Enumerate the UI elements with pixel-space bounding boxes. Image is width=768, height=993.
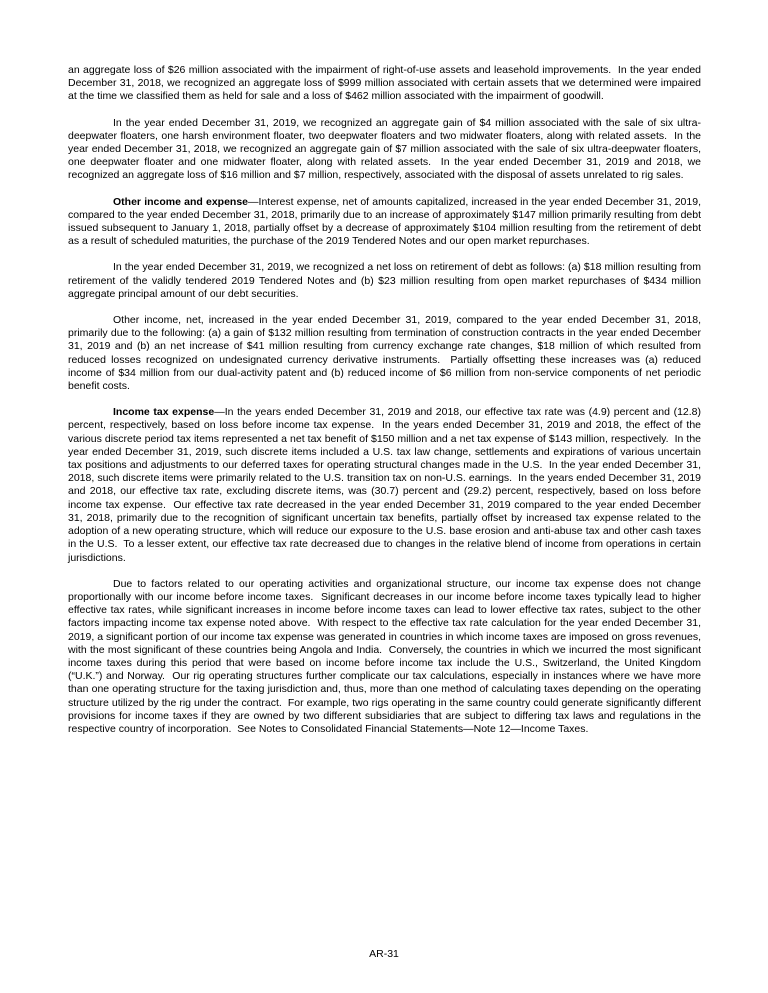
paragraph-rig-sales xyxy=(68,116,704,183)
paragraph-tax-structure xyxy=(68,577,704,736)
paragraph-text: —Interest expense, net of amounts capitalized, increased in the year ended December 31, 2019, compared to the year ended December 31, 2018, primarily due to an increase of approximately $147 million primarily resulting from debt issued subsequent to January 1, 2018, partially offset by a decrease of approximately $104 million resulting from the retirement of debt as a result of scheduled maturities, the purchase of the 2019 Tendered Notes and our open market repurchases. xyxy=(68,195,704,248)
paragraph-income-tax-expense xyxy=(68,406,704,564)
paragraph-lead: Other income and expense xyxy=(113,195,249,208)
paragraph-other-income-and-expense xyxy=(68,195,704,249)
page-number: AR-31 xyxy=(369,948,399,960)
paragraph-text: Due to factors related to our operating activities and organizational structure, our income tax expense does not change proportionally with our income before income taxes. Significant decreases in our income before income taxes typically lead to higher effective tax rates, while significant increases in income before income taxes can lead to lower effective tax rates, subject to the other factors impacting income tax expense noted above. With respect to the effective tax rate calculation for the year ended December 31, 2019, a significant portion of our income tax expense was generated in countries in which income taxes are imposed on gross revenues, with the most significant of these countries being Angola and India. Conversely, the countries in which we incurred the most significant income taxes during this period that were based on income before income tax include the U.S., Switzerland, the United Kingdom (“U.K.”) and Norway. Our rig operating structures further complicate our tax calculations, especially in instances where we have more than one operating structure for the taxing jurisdiction and, thus, more than one method of calculating taxes depending on the operating structure utilized by the rig under the contract. For example, two rigs operating in the same country could generate significantly different provisions for income taxes if they are owned by two different subsidiaries that are subject to differing tax laws and regulations in the respective country of incorporation. See Notes to Consolidated Financial Statements—Note 12—Income Taxes. xyxy=(68,577,704,735)
paragraph-text: In the year ended December 31, 2019, we recognized a net loss on retirement of debt as follows: (a) $18 million resulting from retirement of the validly tendered 2019 Tendered Notes and (b) $23 million resulting from open market repurchases of $434 million aggregate principal amount of our debt securities. xyxy=(68,261,704,300)
paragraph-text: In the year ended December 31, 2019, we recognized an aggregate gain of $4 million associated with the sale of six ultra-deepwater floaters, one harsh environment floater, two deepwater floaters and two midwater floaters, along with related assets. In the year ended December 31, 2018, we recognized an aggregate gain of $7 million associated with the sale of six ultra-deepwater floaters, one deepwater floater and one midwater floater, along with related assets. In the year ended December 31, 2019 and 2018, we recognized an aggregate loss of $16 million and $7 million, respectively, associated with the disposal of assets unrelated to rig sales. xyxy=(68,116,704,182)
paragraph-impairment-continuation xyxy=(68,64,704,104)
paragraph-other-income-net xyxy=(68,314,704,393)
paragraph-text: —In the years ended December 31, 2019 and 2018, our effective tax rate was (4.9) percent and (12.8) percent, respectively, based on loss before income tax expense. In the years ended December 31, 2019 and 2018, the effect of the various discrete period tax items represented a net tax benefit of $150 million and a net tax expense of $143 million, respectively. In the year ended December 31, 2019, such discrete items included a U.S. tax law change, settlements and expirations of various uncertain tax positions and adjustments to our deferred taxes for operating structural changes made in the U.S. In the year ended December 31, 2018, such discrete items were primarily related to the U.S. transition tax on non-U.S. earnings. In the years ended December 31, 2019 and 2018, our effective tax rate, excluding discrete items, was (30.7) percent and (29.2) percent, respectively, based on loss before income tax expense. Our effective tax rate decreased in the year ended December 31, 2019 compared to the year ended December 31, 2018, primarily due to the recognition of significant uncertain tax benefits, partially offset by increased tax expense related to the adoption of a new operating structure, which will reduce our exposure to the U.S. base erosion and anti-abuse tax and other cash taxes in the U.S. To a lesser extent, our effective tax rate decreased due to changes in the relative blend of income from operations in certain jurisdictions. xyxy=(68,406,704,564)
paragraph-lead: Income tax expense xyxy=(113,406,215,419)
paragraph-text: Other income, net, increased in the year ended December 31, 2019, compared to the year ended December 31, 2018, primarily due to the following: (a) a gain of $132 million resulting from termination of construction contracts in the year ended December 31, 2019 and (b) an net increase of $41 million resulting from currency exchange rate changes, $18 million of which resulted from reduced losses recognized on undesignated currency derivative instruments. Partially offsetting these increases was (a) reduced income of $34 million from our dual-activity patent and (b) reduced income of $6 million from non-service components of net periodic benefit costs. xyxy=(68,314,704,393)
document-body xyxy=(68,64,704,749)
paragraph-retirement-of-debt xyxy=(68,261,704,301)
paragraph-text: an aggregate loss of $26 million associated with the impairment of right-of-use assets and leasehold improvements. In the year ended December 31, 2018, we recognized an aggregate loss of $999 million associated with certain assets that we determined were impaired at the time we classified them as held for sale and a loss of $462 million associated with the impairment of goodwill. xyxy=(68,64,704,103)
